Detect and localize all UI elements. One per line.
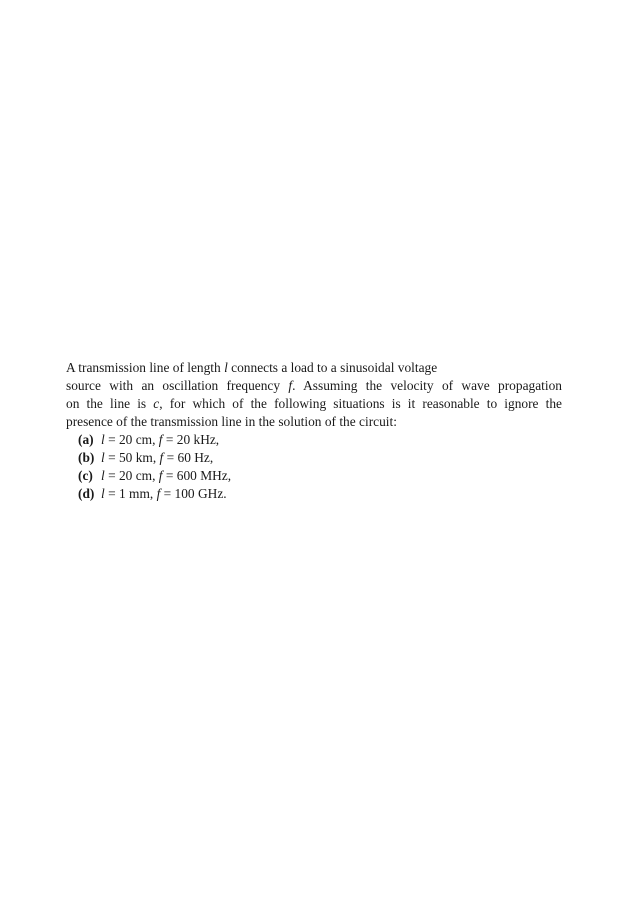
option-c: (c) l = 20 cm, f = 600 MHz, [78, 468, 232, 483]
option-label: (a) [78, 432, 94, 447]
velocity-variable: c [153, 396, 160, 411]
problem-line-4: presence of the transmission line in the solution of the circuit: [66, 414, 397, 429]
option-label: (d) [78, 486, 95, 501]
option-label: (c) [78, 468, 93, 483]
problem-line-2: source with an oscillation frequency f. Assuming the velocity of wave propagation [66, 378, 562, 393]
option-d: (d) l = 1 mm, f = 100 GHz. [78, 486, 227, 501]
option-a: (a) l = 20 cm, f = 20 kHz, [78, 432, 220, 447]
frequency-variable: f [288, 378, 293, 393]
answer-options [66, 431, 562, 503]
length-variable: l [224, 360, 228, 375]
problem-statement [66, 359, 562, 503]
problem-line-3: on the line is c, for which of the following situations is it reasonable to ignore the [66, 396, 562, 411]
option-b: (b) l = 50 km, f = 60 Hz, [78, 450, 214, 465]
problem-line-1: A transmission line of length l connects a load to a sinusoidal voltage [66, 360, 438, 375]
option-label: (b) [78, 450, 95, 465]
